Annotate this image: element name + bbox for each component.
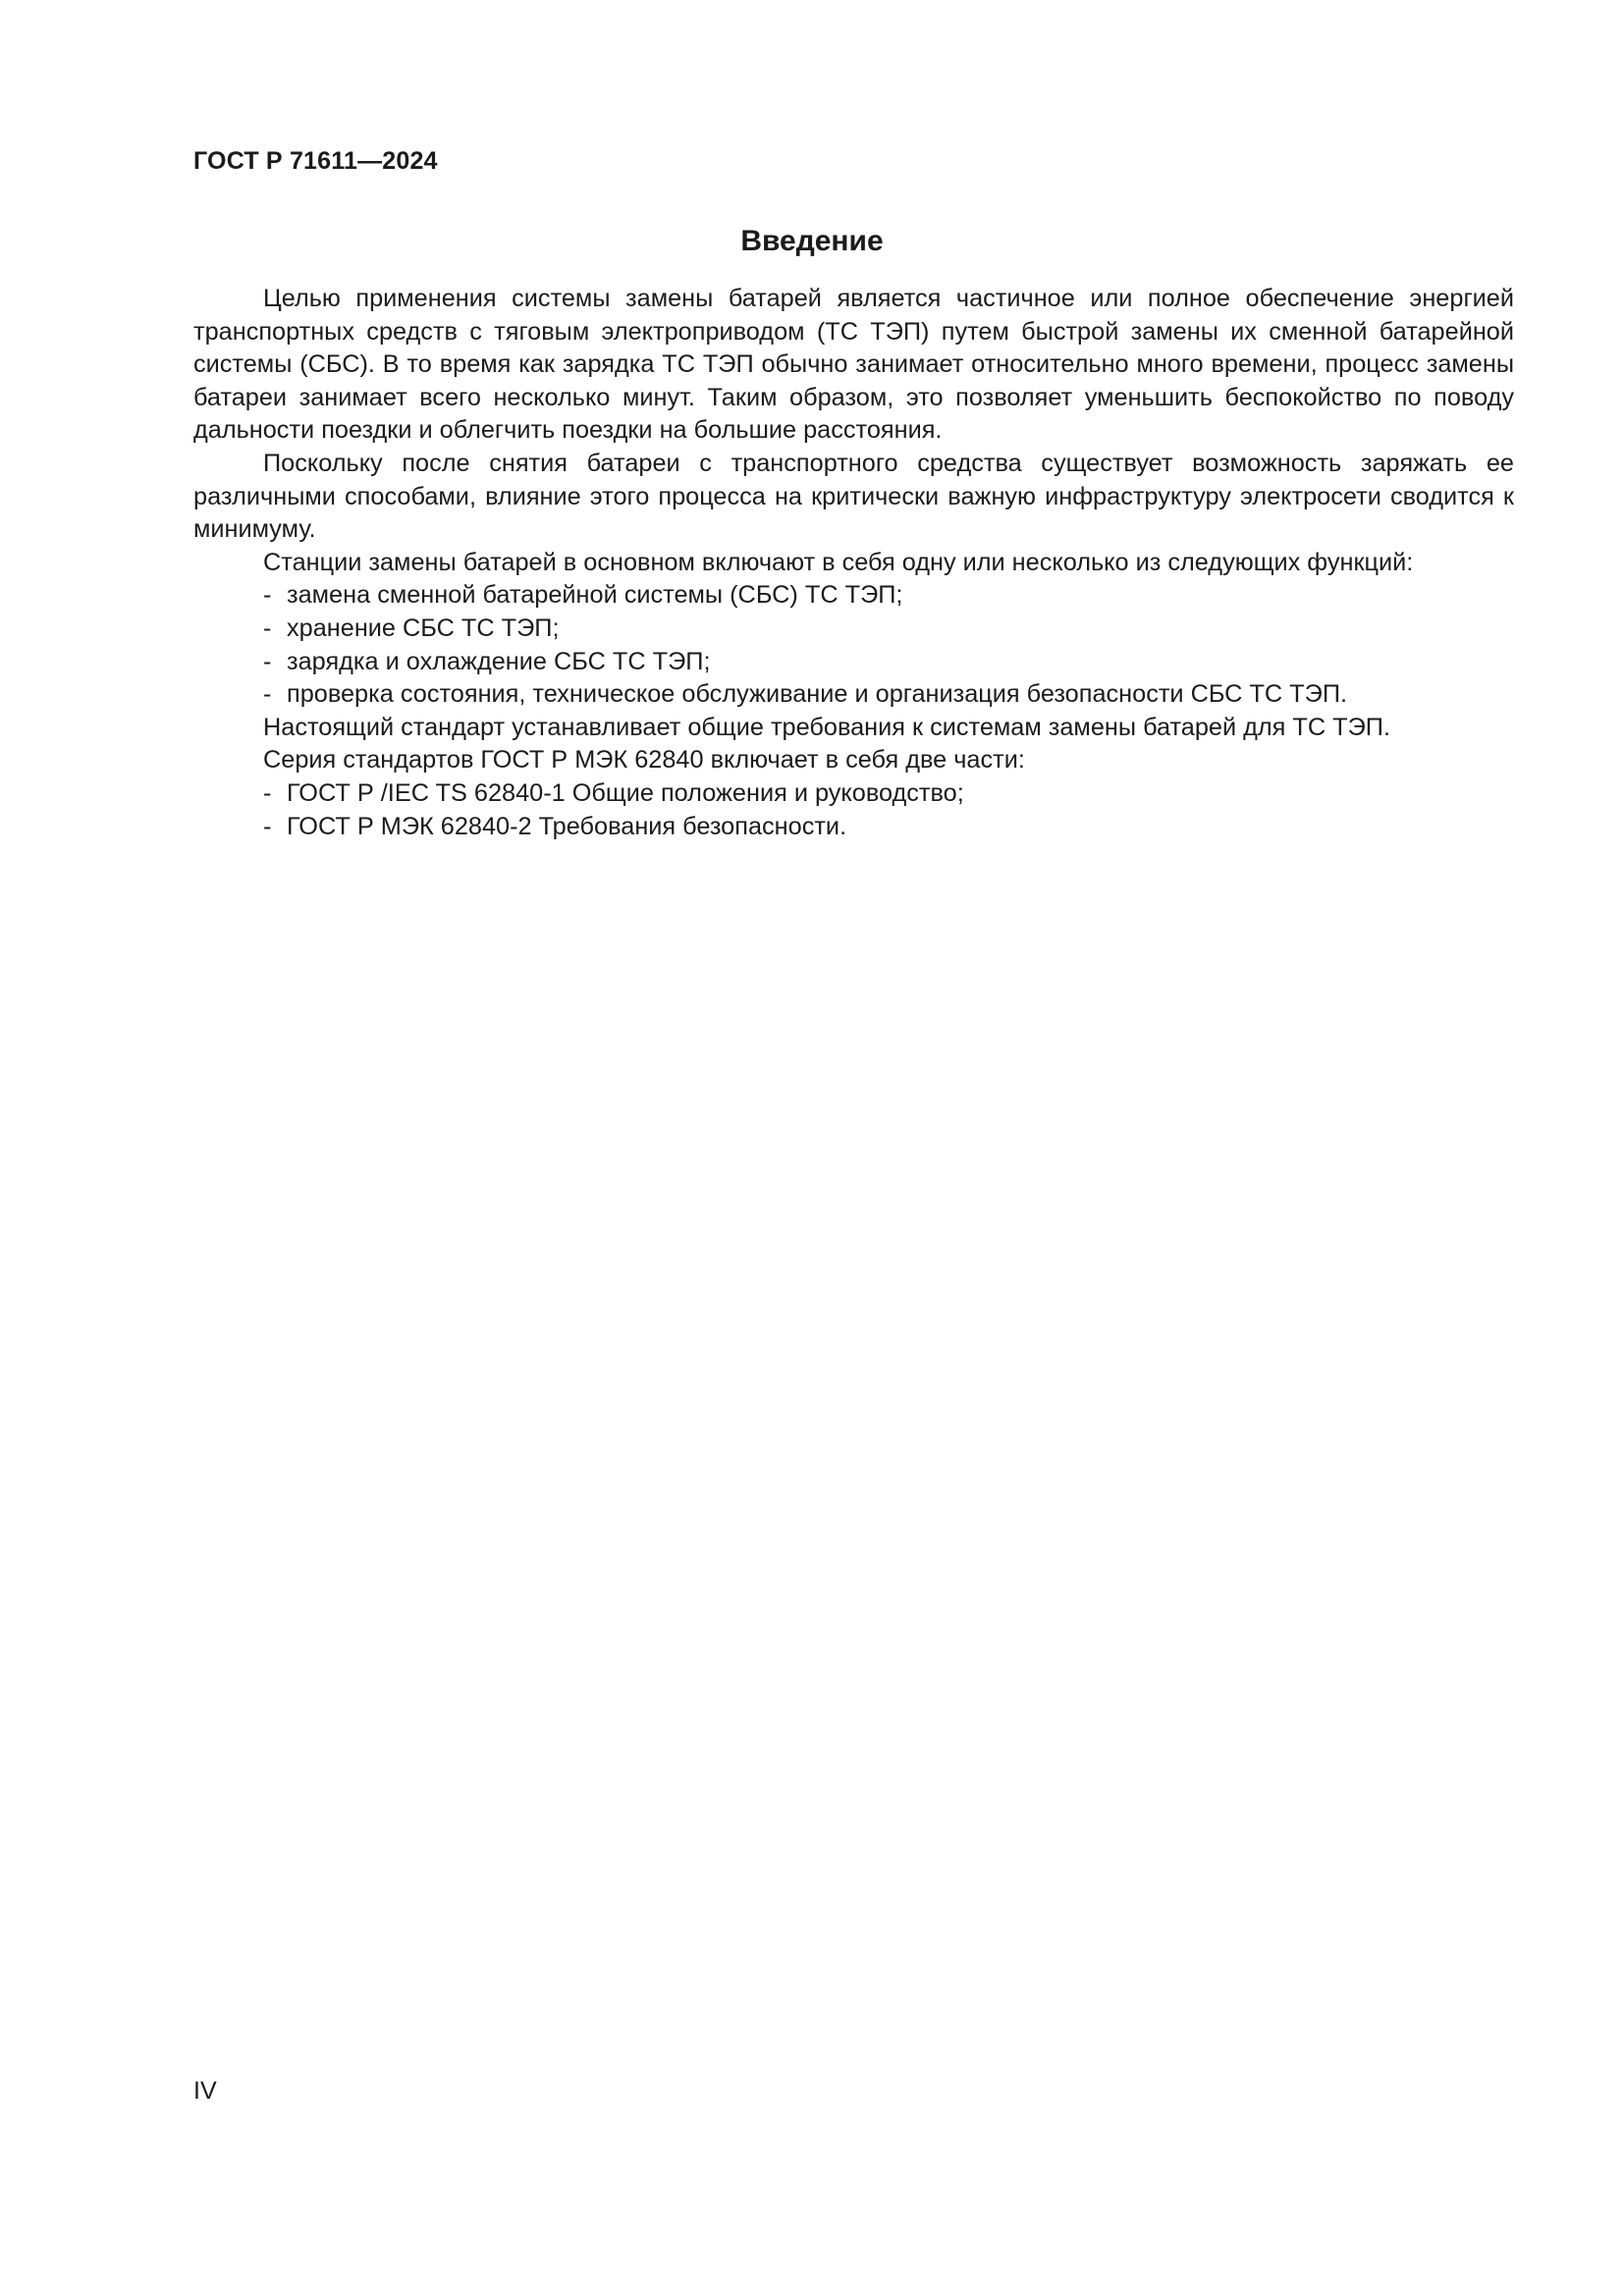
list-item [193, 613, 1514, 646]
document-standard-code: ГОСТ Р 71611—2024 [193, 147, 438, 175]
introduction-body [193, 283, 1514, 843]
list-item-text: хранение СБС ТС ТЭП; [287, 614, 560, 642]
list-marker: - [263, 581, 272, 610]
list-item [193, 579, 1514, 613]
list-marker: - [263, 778, 272, 807]
list-item-text: ГОСТ Р /IEC TS 62840-1 Общие положения и руководство; [287, 778, 964, 807]
list-item-text: ГОСТ Р МЭК 62840-2 Требования безопасности. [287, 812, 847, 840]
list-marker: - [263, 680, 272, 709]
list-marker: - [263, 614, 272, 642]
list-item [193, 777, 1514, 811]
list-marker: - [263, 647, 272, 675]
paragraph-charging: Поскольку после снятия батареи с транспортного средства существует возможность заряжать ее различными способами, влияние этого процесса на критически важную инфраструктуру электросети сводится к минимуму. [193, 449, 1514, 544]
paragraph-purpose: Целью применения системы замены батарей является частичное или полное обеспечение энергией транспортных средств с тяговым электроприводом (ТС ТЭП) путем быстрой замены их сменной батарейной системы (СБС). В то время как зарядка ТС ТЭП обычно занимает относительно много времени, процесс замены батареи занимает всего несколько минут. Таким образом, это позволяет уменьшить беспокойство по поводу дальности поездки и облегчить поездки на большие расстояния. [193, 285, 1514, 445]
page-number: IV [193, 2077, 217, 2105]
list-item-text: замена сменной батарейной системы (СБС) ТС ТЭП; [287, 581, 903, 610]
list-item [193, 811, 1514, 844]
paragraph-functions-intro: Станции замены батарей в основном включают в себя одну или несколько из следующих функций: [263, 548, 1414, 576]
list-marker: - [263, 812, 272, 840]
list-item-text: проверка состояния, техническое обслуживание и организация безопасности СБС ТС ТЭП. [287, 680, 1348, 709]
section-title: Введение [740, 225, 884, 257]
paragraph-scope: Настоящий стандарт устанавливает общие требования к системам замены батарей для ТС ТЭП. [263, 713, 1391, 741]
paragraph-series: Серия стандартов ГОСТ Р МЭК 62840 включает в себя две части: [263, 746, 1025, 774]
list-item [193, 646, 1514, 679]
list-item [193, 678, 1514, 712]
list-item-text: зарядка и охлаждение СБС ТС ТЭП; [287, 647, 711, 675]
